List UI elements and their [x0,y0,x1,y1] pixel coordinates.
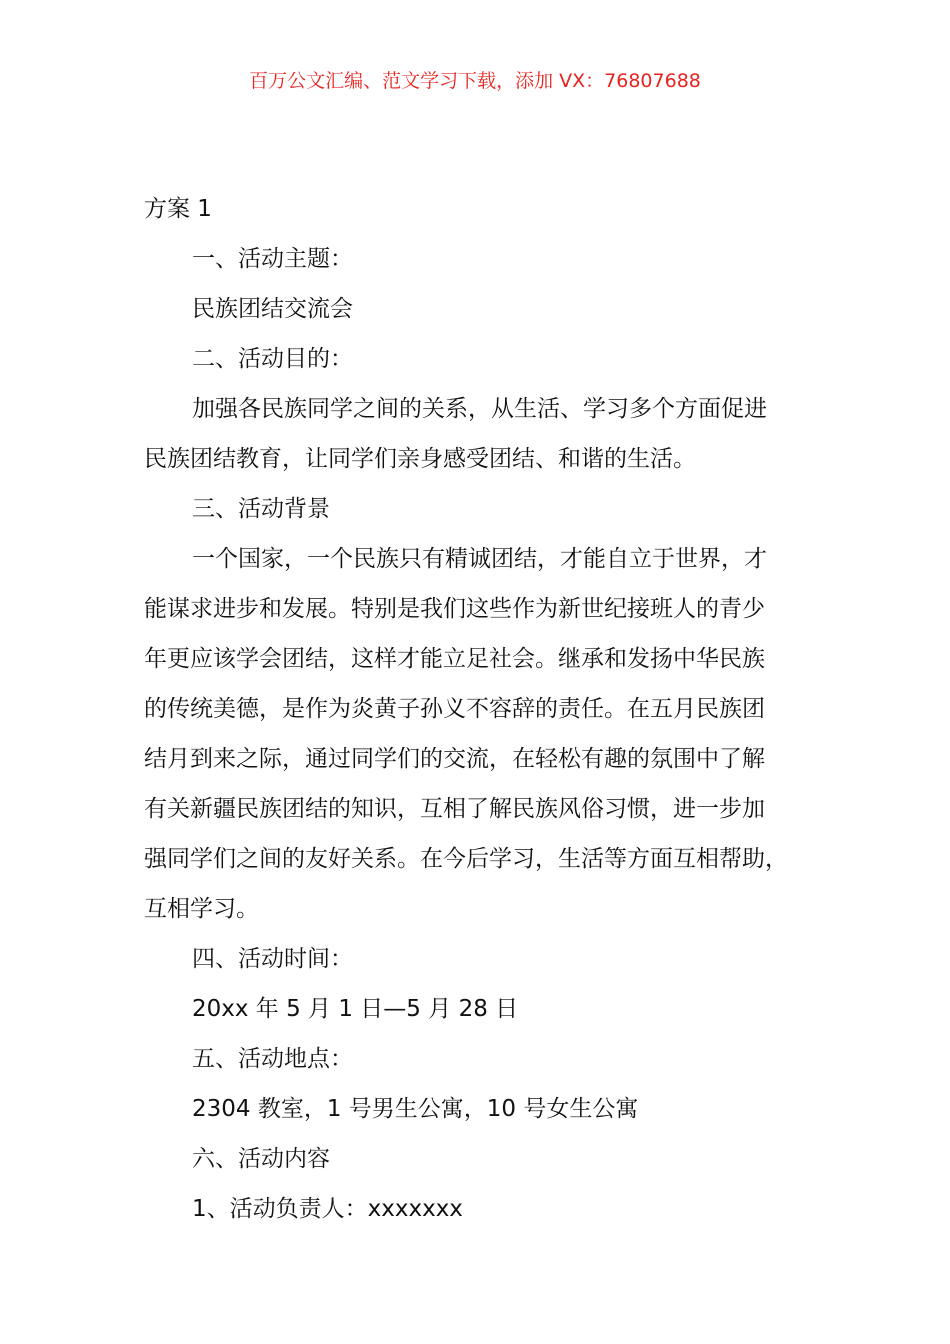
paragraph-line: 民族团结教育，让同学们亲身感受团结、和谐的生活。 [144,446,696,472]
paragraph-line: 结月到来之际，通过同学们的交流，在轻松有趣的氛围中了解 [144,746,765,772]
heading-purpose: 二、活动目的： [192,346,353,372]
paragraph-line: 加强各民族同学之间的关系，从生活、学习多个方面促进 [192,396,767,422]
paragraph-line: 互相学习。 [144,896,259,922]
paragraph-line: 能谋求进步和发展。特别是我们这些作为新世纪接班人的青少 [144,596,765,622]
paragraph-line: 强同学们之间的友好关系。在今后学习，生活等方面互相帮助， [144,846,788,872]
document-body [144,184,834,1234]
heading-content: 六、活动内容 [192,1146,330,1172]
paragraph-line: 2304 教室，1 号男生公寓，10 号女生公寓 [192,1096,639,1122]
paragraph-line: 的传统美德，是作为炎黄子孙义不容辞的责任。在五月民族团 [144,696,765,722]
heading-location: 五、活动地点： [192,1046,353,1072]
section-title: 方案 1 [144,196,212,222]
heading-background: 三、活动背景 [192,496,330,522]
paragraph-line: 民族团结交流会 [192,296,353,322]
paragraph-line: 1、活动负责人：xxxxxxx [192,1196,463,1222]
paragraph-line: 年更应该学会团结，这样才能立足社会。继承和发扬中华民族 [144,646,765,672]
heading-theme: 一、活动主题： [192,246,353,272]
heading-time: 四、活动时间： [192,946,353,972]
paragraph-line: 一个国家，一个民族只有精诚团结，才能自立于世界，才 [192,546,767,572]
paragraph-line: 20xx 年 5 月 1 日—5 月 28 日 [192,996,519,1022]
paragraph-line: 有关新疆民族团结的知识，互相了解民族风俗习惯，进一步加 [144,796,765,822]
header-watermark: 百万公文汇编、范文学习下载，添加 VX：76807688 [249,70,701,92]
